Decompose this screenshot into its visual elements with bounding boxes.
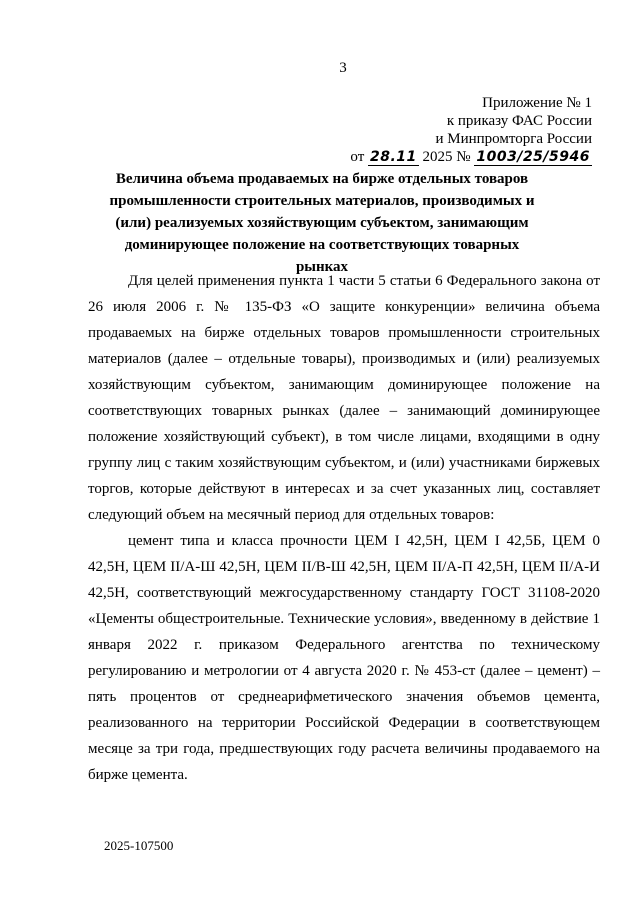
appendix-line-1: Приложение № 1: [482, 95, 592, 111]
appendix-line-3: и Минпромторга России: [435, 131, 592, 147]
document-body: [88, 268, 600, 788]
appendix-line-2: к приказу ФАС России: [446, 113, 592, 129]
handwritten-order-number: 1003/25/5946: [476, 149, 590, 165]
number-label: №: [456, 149, 471, 165]
paragraph-2: цемент типа и класса прочности ЦЕМ I 42,5Н, ЦЕМ I 42,5Б, ЦЕМ 0 42,5Н, ЦЕМ II/А-Ш 42,5Н, ЦЕМ II/В-Ш 42,5Н, ЦЕМ II/А-П 42,5Н, ЦЕМ II/А-И 42,5Н, соответствующий межгосударственному стандарту ГОСТ 31108-2020 «Цементы общестроительные. Технические условия», введенному в действие 1 января 2022 г. приказом Федерального агентства по техническому регулированию и метрологии от 4 августа 2020 г. № 453-ст (далее – цемент) – пять процентов от среднеарифметического значения объемов цемента, реализованного на территории Российской Федерации в соответствующем месяце за три года, предшествующих году расчета величины продаваемого на бирже цемента.: [88, 533, 600, 783]
paragraph-1: Для целей применения пункта 1 части 5 статьи 6 Федерального закона от 26 июля 2006 г. № 135-ФЗ «О защите конкуренции» величина объема продаваемых на бирже отдельных товаров промышленности строительных материалов (далее – отдельные товары), производимых и (или) реализуемых хозяйствующим субъектом, занимающим доминирующее положение на соответствующих товарных рынках (далее – занимающий доминирующее положение хозяйствующий субъект), в том числе лицами, входящими в одну группу лиц с таким хозяйствующим субъектом, и (или) участниками биржевых торгов, которые действуют в интересах и за счет указанных лиц, составляет следующий объем на месячный период для отдельных товаров:: [88, 273, 600, 523]
page-number: 3: [339, 60, 347, 76]
handwritten-date: 28.11: [370, 149, 417, 165]
from-label: от: [350, 149, 365, 165]
order-year: 2025: [422, 149, 453, 165]
order-date-number-line: [332, 148, 592, 166]
appendix-header: [332, 94, 592, 166]
document-title: Величина объема продаваемых на бирже отдельных товаров промышленности строительных материалов, производимых и (или) реализуемых хозяйствующим субъектом, занимающим доминирующее положение на соответствующих товарных рынках: [109, 171, 535, 275]
document-id: 2025-107500: [104, 838, 174, 853]
